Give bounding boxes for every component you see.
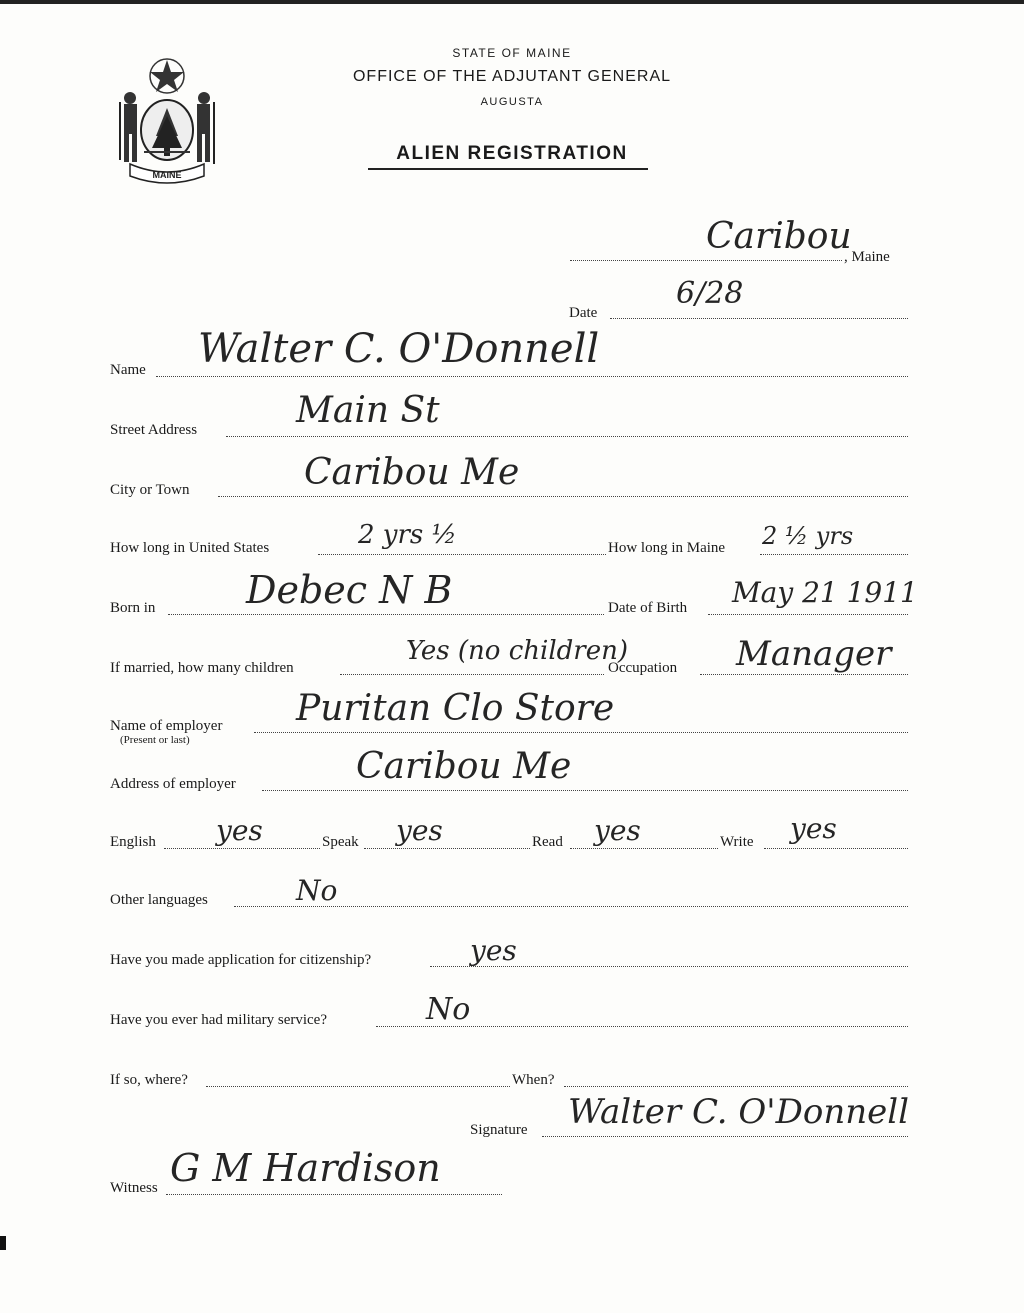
street-value: Main St	[296, 390, 440, 431]
street-line	[226, 436, 908, 437]
military-label: Have you ever had military service?	[110, 1012, 327, 1028]
maine-duration-label: How long in Maine	[608, 540, 726, 556]
header-city: AUGUSTA	[480, 96, 544, 108]
street-label: Street Address	[110, 422, 198, 438]
maine-duration-line	[760, 554, 908, 555]
speak-value: yes	[396, 814, 443, 847]
signature-label: Signature	[470, 1122, 528, 1138]
town-line	[570, 260, 842, 261]
read-value: yes	[594, 814, 641, 847]
citizenship-label: Have you made application for citizenship?	[110, 952, 372, 968]
military-value: No	[426, 992, 471, 1027]
born-line	[168, 614, 604, 615]
when-line	[564, 1086, 908, 1087]
maine-duration-value: 2 ½ yrs	[762, 522, 854, 550]
employer-label: Name of employer	[110, 718, 223, 734]
header-office: OFFICE OF THE ADJUTANT GENERAL	[352, 68, 672, 85]
occupation-line	[700, 674, 908, 675]
city-label: City or Town	[110, 482, 190, 498]
married-label: If married, how many children	[110, 660, 294, 676]
maine-label: , Maine	[844, 249, 890, 265]
occupation-label: Occupation	[608, 660, 678, 676]
born-label: Born in	[110, 600, 156, 616]
english-label: English	[110, 834, 156, 850]
born-value: Debec N B	[246, 568, 453, 612]
dob-line	[708, 614, 908, 615]
citizenship-value: yes	[470, 934, 517, 967]
signature-line	[542, 1136, 908, 1137]
write-label: Write	[720, 834, 754, 850]
witness-value: G M Hardison	[170, 1146, 441, 1190]
title-underline	[368, 168, 648, 170]
name-value: Walter C. O'Donnell	[198, 326, 600, 372]
employer-address-label: Address of employer	[110, 776, 236, 792]
us-duration-line	[318, 554, 606, 555]
write-line	[764, 848, 908, 849]
employer-sublabel: (Present or last)	[120, 734, 190, 746]
speak-label: Speak	[322, 834, 359, 850]
dob-label: Date of Birth	[608, 600, 688, 616]
speak-line	[364, 848, 530, 849]
form-title: ALIEN REGISTRATION	[396, 143, 628, 164]
city-value: Caribou Me	[304, 452, 520, 493]
write-value: yes	[790, 812, 837, 845]
city-line	[218, 496, 908, 497]
employer-address-line	[262, 790, 908, 791]
where-label: If so, where?	[110, 1072, 188, 1088]
english-value: yes	[216, 814, 263, 847]
top-border	[0, 0, 1024, 4]
employer-line	[254, 732, 908, 733]
date-value: 6/28	[676, 276, 744, 311]
married-line	[340, 674, 604, 675]
edge-mark	[0, 1236, 6, 1250]
date-label: Date	[569, 305, 598, 321]
other-languages-label: Other languages	[110, 892, 208, 908]
us-duration-label: How long in United States	[110, 540, 270, 556]
date-line	[610, 318, 908, 319]
header-state: STATE OF MAINE	[452, 46, 572, 60]
witness-label: Witness	[110, 1180, 158, 1196]
when-label: When?	[512, 1072, 555, 1088]
occupation-value: Manager	[736, 634, 892, 674]
employer-value: Puritan Clo Store	[296, 688, 615, 729]
married-value: Yes (no children)	[406, 636, 628, 666]
witness-line	[166, 1194, 502, 1195]
dob-value: May 21 1911	[732, 576, 918, 609]
where-line	[206, 1086, 510, 1087]
employer-address-value: Caribou Me	[356, 746, 572, 787]
english-line	[164, 848, 320, 849]
name-label: Name	[110, 362, 146, 378]
svg-text:MAINE: MAINE	[152, 170, 182, 180]
other-languages-value: No	[296, 874, 338, 907]
us-duration-value: 2 yrs ½	[358, 520, 457, 550]
signature-value: Walter C. O'Donnell	[568, 1092, 910, 1132]
read-line	[570, 848, 718, 849]
town-value: Caribou	[706, 216, 852, 257]
name-line	[156, 376, 908, 377]
read-label: Read	[532, 834, 563, 850]
